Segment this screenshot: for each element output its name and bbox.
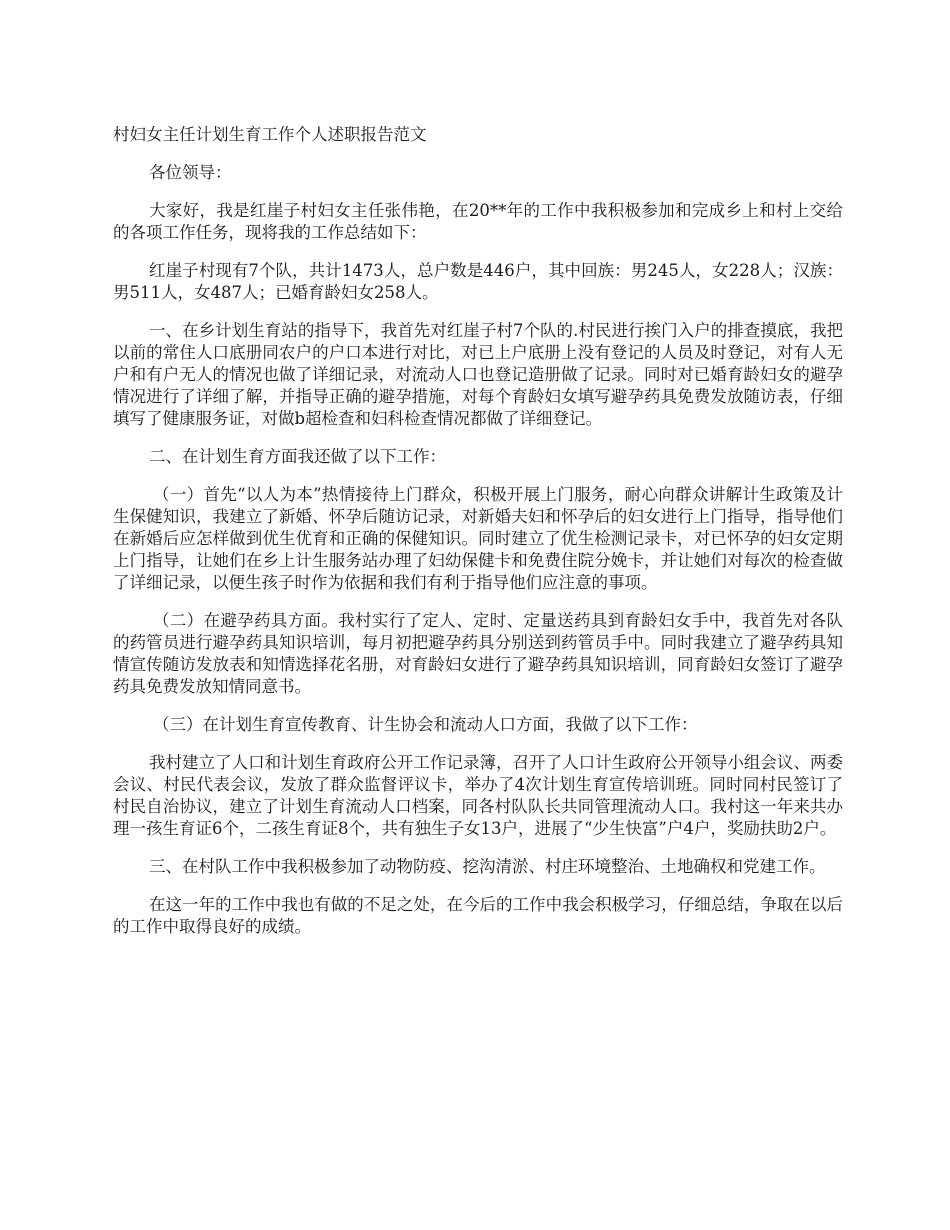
paragraph-subsection-one: （一）首先“以人为本”热情接待上门群众，积极开展上门服务，耐心向群众讲解计生政策及计生保健知识，我建立了新婚、怀孕后随访记录，对新婚夫妇和怀孕后的妇女进行上门指导，指导他们在新婚后应怎样做到优生优育和正确的保健知识。同时建立了优生检测记录卡，对已怀孕的妇女定期上门指导，让她们在乡上计生服务站办理了妇幼保健卡和免费住院分娩卡，并让她们对每次的检查做了详细记录，以便生孩子时作为依据和我们有利于指导他们应注意的事项。 bbox=[113, 485, 843, 592]
paragraph-section-two-heading: 二、在计划生育方面我还做了以下工作： bbox=[149, 447, 446, 466]
paragraph-population: 红崖子村现有7个队，共计1473人，总户数是446户，其中回族：男245人，女228人；汉族：男511人，女487人；已婚育龄妇女258人。 bbox=[113, 261, 843, 302]
paragraph-conclusion: 在这一年的工作中我也有做的不足之处，在今后的工作中我会积极学习，仔细总结，争取在以后的工作中取得良好的成绩。 bbox=[113, 895, 843, 936]
paragraph-intro: 大家好，我是红崖子村妇女主任张伟艳，在20**年的工作中我积极参加和完成乡上和村上交给的各项工作任务，现将我的工作总结如下： bbox=[113, 201, 843, 242]
document-title: 村妇女主任计划生育工作个人述职报告范文 bbox=[113, 125, 427, 144]
greeting: 各位领导： bbox=[149, 163, 232, 182]
paragraph-section-three: 三、在村队工作中我积极参加了动物防疫、挖沟清淤、村庄环境整治、土地确权和党建工作。 bbox=[149, 857, 826, 876]
paragraph-subsection-three-heading: （三）在计划生育宣传教育、计生协会和流动人口方面，我做了以下工作： bbox=[153, 715, 698, 734]
paragraph-subsection-three-body: 我村建立了人口和计划生育政府公开工作记录簿，召开了人口计生政府公开领导小组会议、两委会议、村民代表会议，发放了群众监督评议卡，举办了4次计划生育宣传培训班。同时同村民签订了村民自治协议，建立了计划生育流动人口档案，同各村队队长共同管理流动人口。我村这一年来共办理一孩生育证6个，二孩生育证8个，共有独生子女13户，进展了“少生快富”户4户，奖励扶助2户。 bbox=[113, 753, 843, 838]
paragraph-section-one: 一、在乡计划生育站的指导下，我首先对红崖子村7个队的.村民进行挨门入户的排查摸底，我把以前的常住人口底册同农户的户口本进行对比，对已上户底册上没有登记的人员及时登记，对有人无户和有户无人的情况也做了详细记录，对流动人口也登记造册做了记录。同时对已婚育龄妇女的避孕情况进行了详细了解，并指导正确的避孕措施，对每个育龄妇女填写避孕药具免费发放随访表，仔细填写了健康服务证，对做b超检查和妇科检查情况都做了详细登记。 bbox=[113, 321, 843, 428]
document-page bbox=[113, 124, 843, 954]
paragraph-subsection-two: （二）在避孕药具方面。我村实行了定人、定时、定量送药具到育龄妇女手中，我首先对各队的药管员进行避孕药具知识培训，每月初把避孕药具分别送到药管员手中。同时我建立了避孕药具知情宣传随访发放表和知情选择花名册，对育龄妇女进行了避孕药具知识培训，同育龄妇女签订了避孕药具免费发放知情同意书。 bbox=[113, 611, 843, 696]
